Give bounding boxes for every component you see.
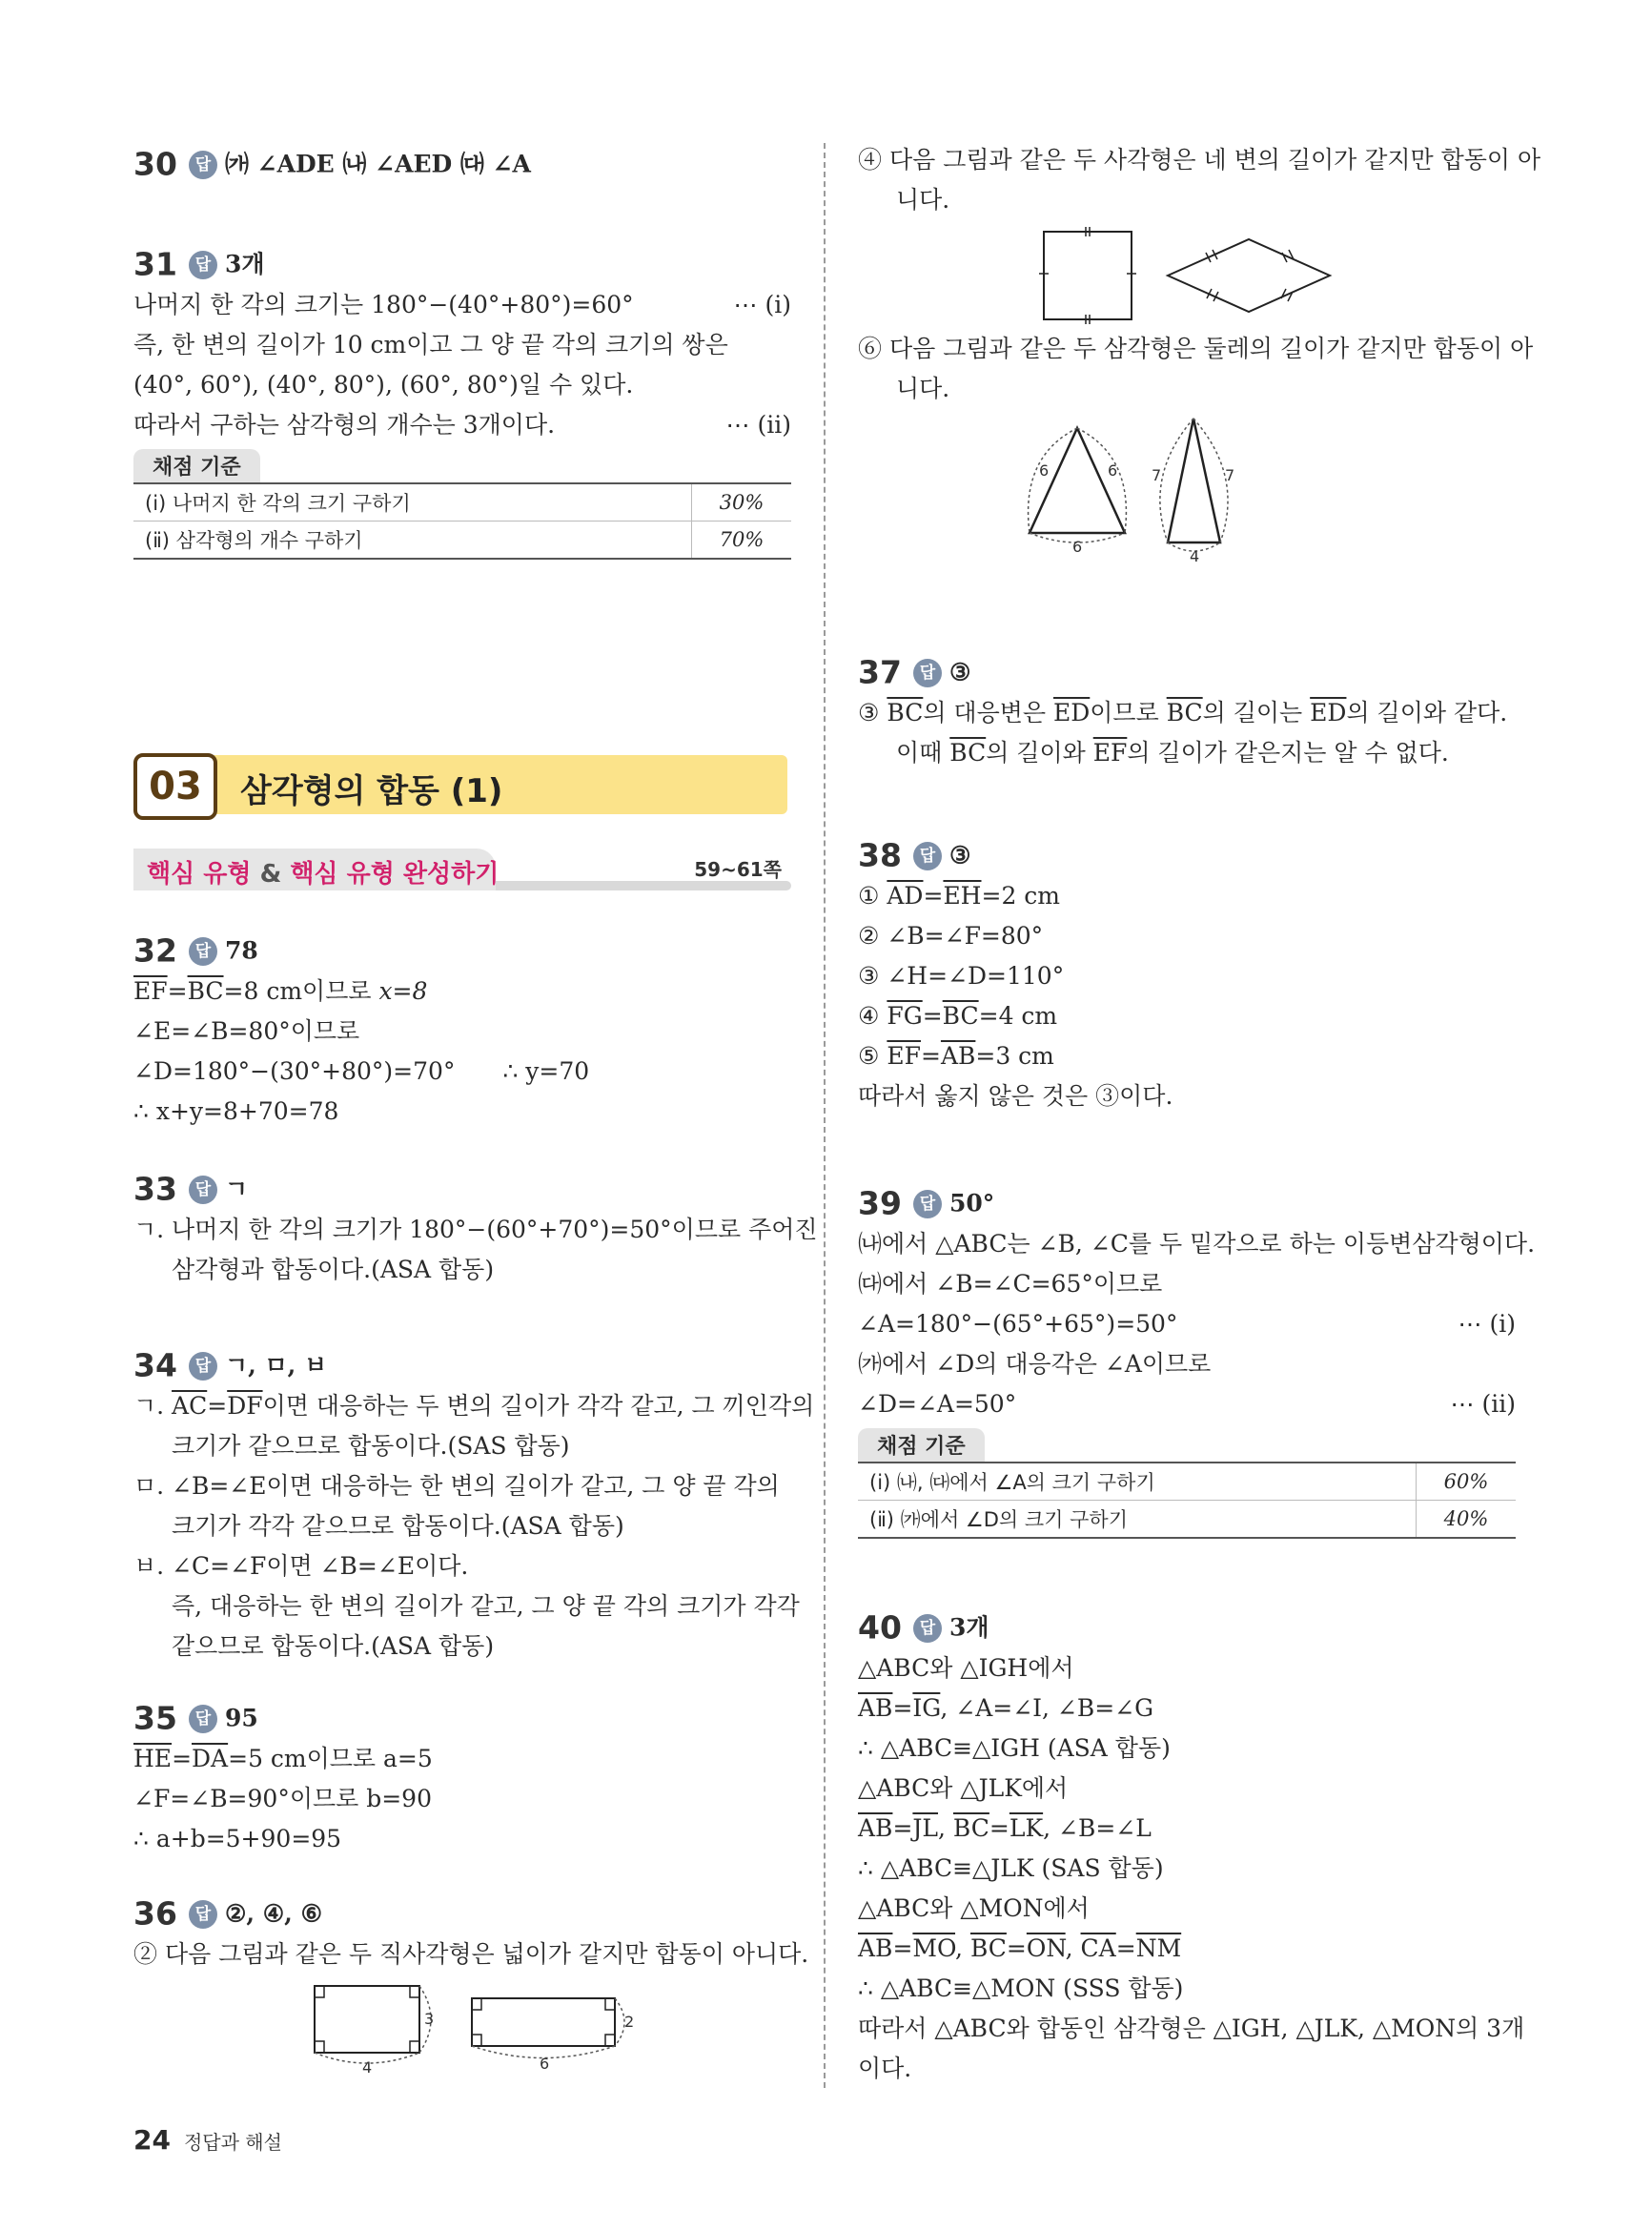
- step-tag: ⋯ (ⅰ): [1458, 1309, 1516, 1338]
- problem-31: [133, 243, 791, 560]
- side-label: 6: [1108, 461, 1118, 480]
- side-label: 7: [1225, 466, 1235, 484]
- solution-line: 이때 $\overline{BC}$의 길이와 $\overline{EF}$의 길이가 같은지는 알 수 없다.: [896, 738, 1449, 767]
- solution-line: 삼각형과 합동이다.(ASA 합동): [172, 1255, 495, 1283]
- answer-text: ③: [948, 841, 971, 869]
- problem-number: 38: [858, 836, 902, 874]
- solution-line: ③ ∠H=∠D=110°: [858, 961, 1065, 990]
- page-range: 59~61쪽: [694, 858, 782, 881]
- solution-line: $\overline{AB}=\overline{MO}$, $\overline{BC}=\overline{ON}$, $\overline{CA}=\overline{NM}$: [858, 1933, 1182, 1962]
- solution-line: 크기가 같으므로 합동이다.(SAS 합동): [172, 1431, 570, 1460]
- solution-line: ④ 다음 그림과 같은 두 사각형은 네 변의 길이가 같지만 합동이 아: [858, 146, 1541, 174]
- triangles-figure: [858, 409, 1516, 576]
- section-title: 삼각형의 합동 (1): [240, 772, 503, 810]
- solution-line: ㄱ. $\overline{AC}=\overline{DF}$이면 대응하는 두 변의 길이가 각각 같고, 그 끼인각의: [133, 1391, 815, 1420]
- solution-line: ① $\overline{AD}=\overline{EH}=2$ cm: [858, 881, 1061, 910]
- problem-number: 36: [133, 1894, 177, 1933]
- solution-line: 나머지 한 각의 크기는 180°−(40°+80°)=60° ⋯ (ⅰ): [133, 285, 791, 325]
- answer-badge: 답: [189, 1705, 217, 1733]
- problem-32: [133, 930, 791, 1132]
- grading-criteria: [133, 449, 791, 560]
- solution-line: ㈏에서 △ABC는 ∠B, ∠C를 두 밑각으로 하는 이등변삼각형이다.: [858, 1229, 1536, 1258]
- section-header: [133, 753, 791, 818]
- answer-text: 78: [224, 936, 258, 965]
- solution-line: ∠A=180°−(65°+65°)=50° ⋯ (ⅰ): [858, 1304, 1516, 1344]
- problem-number: 31: [133, 245, 177, 283]
- solution-line: ∴ a+b=5+90=95: [133, 1824, 342, 1852]
- rectangle-4x3: [315, 1986, 434, 2077]
- footer-label: 정답과 해설: [183, 2131, 282, 2154]
- rect-width-label: 4: [362, 2057, 373, 2077]
- problem-30: [133, 143, 791, 185]
- answer-text: ㈎ ∠ADE ㈏ ∠AED ㈐ ∠A: [224, 150, 531, 178]
- subsection-header: [133, 849, 791, 896]
- solution-line: $\overline{HE}=\overline{DA}=5$ cm이므로 a=5: [133, 1744, 433, 1772]
- problem-number: 35: [133, 1699, 177, 1737]
- solution-line: ∴ △ABC≡△JLK (SAS 합동): [858, 1853, 1164, 1882]
- problem-number: 39: [858, 1184, 902, 1222]
- solution-line: ③ $\overline{BC}$의 대응변은 $\overline{ED}$이므로 $\overline{BC}$의 길이는 $\overline{ED}$의 길이와 같다.: [858, 698, 1508, 726]
- answer-text: ②, ④, ⑥: [224, 1899, 322, 1928]
- solution-line: ∠D=∠A=50° ⋯ (ⅱ): [858, 1384, 1516, 1424]
- solution-line: $\overline{AB}=\overline{IG}$, ∠A=∠I, ∠B=∠G: [858, 1693, 1154, 1722]
- solution-line: ∠E=∠B=80°이므로: [133, 1016, 360, 1045]
- problem-number: 30: [133, 145, 177, 183]
- solution-line: 같으므로 합동이다.(ASA 합동): [172, 1631, 495, 1660]
- solution-line: ∴ △ABC≡△IGH (ASA 합동): [858, 1733, 1171, 1762]
- solution-line: 즉, 한 변의 길이가 10 cm이고 그 양 끝 각의 크기의 쌍은: [133, 330, 728, 358]
- solution-line: 니다.: [896, 375, 950, 402]
- answer-badge: 답: [189, 1900, 217, 1929]
- solution-line: ㅁ. ∠B=∠E이면 대응하는 한 변의 길이가 같고, 그 양 끝 각의: [133, 1471, 780, 1500]
- problem-33: [133, 1168, 818, 1290]
- answer-badge: 답: [189, 1176, 217, 1204]
- grading-title: 채점 기준: [133, 449, 260, 482]
- grading-table: [133, 482, 791, 560]
- problem-36: [133, 1892, 809, 2083]
- solution-line: 니다.: [896, 186, 950, 214]
- grading-row: (ⅰ) 나머지 한 각의 크기 구하기 30%: [133, 483, 791, 522]
- grading-table: [858, 1462, 1516, 1539]
- answer-badge: 답: [189, 937, 217, 966]
- answer-text: 3개: [948, 1613, 989, 1642]
- column-divider: [824, 143, 826, 2088]
- solution-line: ㈎에서 ∠D의 대응각은 ∠A이므로: [858, 1349, 1212, 1378]
- answer-badge: 답: [913, 659, 942, 687]
- solution-line: 따라서 구하는 삼각형의 개수는 3개이다. ⋯ (ⅱ): [133, 405, 791, 445]
- solution-line: ∴ △ABC≡△MON (SSS 합동): [858, 1974, 1184, 2002]
- problem-36-continued: [858, 140, 1541, 580]
- solution-line: ∠F=∠B=90°이므로 b=90: [133, 1784, 432, 1812]
- answer-badge: 답: [913, 1190, 942, 1218]
- solution-line: 이다.: [858, 2054, 912, 2082]
- side-label: 4: [1190, 547, 1200, 565]
- answer-badge: 답: [913, 1614, 942, 1643]
- solution-line: ⑤ $\overline{EF}=\overline{AB}=3$ cm: [858, 1041, 1054, 1070]
- answer-text: 95: [224, 1704, 258, 1732]
- answer-text: ㄱ, ㅁ, ㅂ: [224, 1351, 328, 1380]
- answer-badge: 답: [189, 1352, 217, 1381]
- rectangle-6x2: [472, 1998, 634, 2073]
- answer-badge: 답: [189, 251, 217, 279]
- solution-line: ㈐에서 ∠B=∠C=65°이므로: [858, 1269, 1163, 1298]
- problem-35: [133, 1697, 791, 1859]
- side-label: 6: [1039, 461, 1050, 480]
- problem-37: [858, 651, 1516, 773]
- solution-line: ② ∠B=∠F=80°: [858, 921, 1044, 950]
- solution-line: ㅂ. ∠C=∠F이면 ∠B=∠E이다.: [133, 1551, 469, 1580]
- solution-line: △ABC와 △IGH에서: [858, 1653, 1074, 1682]
- solution-line: $\overline{EF}=\overline{BC}=8$ cm이므로 x=8: [133, 976, 428, 1005]
- problem-40: [858, 1606, 1525, 2089]
- problem-39: [858, 1182, 1536, 1539]
- solution-line: ∠D=180°−(30°+80°)=70° ∴ y=70: [133, 1056, 590, 1085]
- rect-width-label: 6: [540, 2054, 550, 2073]
- rectangles-figure: [133, 1974, 791, 2079]
- solution-line: ⑥ 다음 그림과 같은 두 삼각형은 둘레의 길이가 같지만 합동이 아: [858, 335, 1534, 362]
- rect-height-label: 2: [624, 2012, 635, 2031]
- solution-line: (40°, 60°), (40°, 80°), (60°, 80°)일 수 있다.: [133, 370, 634, 399]
- grading-row: (ⅰ) ㈏, ㈐에서 ∠A의 크기 구하기 60%: [858, 1463, 1516, 1501]
- problem-number: 40: [858, 1608, 902, 1647]
- solution-line: ② 다음 그림과 같은 두 직사각형은 넓이가 같지만 합동이 아니다.: [133, 1939, 809, 1968]
- subsection-title: 핵심 유형 & 핵심 유형 완성하기: [147, 860, 500, 889]
- side-label: 6: [1072, 538, 1083, 556]
- side-label: 7: [1152, 466, 1162, 484]
- problem-number: 34: [133, 1346, 177, 1384]
- answer-text: ㄱ: [224, 1175, 249, 1203]
- solution-line: ㄱ. 나머지 한 각의 크기가 180°−(60°+70°)=50°이므로 주어진: [133, 1215, 818, 1243]
- isosceles-triangle: [1152, 419, 1234, 565]
- answer-text: ③: [948, 658, 971, 686]
- solution-line: 크기가 각각 같으므로 합동이다.(ASA 합동): [172, 1511, 624, 1540]
- solution-line: △ABC와 △MON에서: [858, 1893, 1090, 1922]
- step-tag: ⋯ (ⅰ): [733, 290, 791, 318]
- problem-34: [133, 1344, 815, 1667]
- solution-line: △ABC와 △JLK에서: [858, 1773, 1069, 1802]
- rect-height-label: 3: [424, 2009, 435, 2028]
- step-tag: ⋯ (ⅱ): [725, 410, 791, 439]
- page-footer: [133, 2124, 282, 2156]
- equilateral-triangle: [1029, 428, 1127, 556]
- section-number: 03: [133, 753, 217, 820]
- step-tag: ⋯ (ⅱ): [1450, 1389, 1516, 1418]
- grading-criteria: [858, 1428, 1516, 1539]
- grading-row: (ⅱ) 삼각형의 개수 구하기 70%: [133, 521, 791, 559]
- grading-title: 채점 기준: [858, 1428, 985, 1462]
- solution-line: $\overline{AB}=\overline{JL}$, $\overline{BC}=\overline{LK}$, ∠B=∠L: [858, 1813, 1152, 1842]
- answer-text: 3개: [224, 250, 265, 278]
- problem-number: 33: [133, 1170, 177, 1208]
- problem-number: 32: [133, 931, 177, 970]
- solution-line: ∴ x+y=8+70=78: [133, 1096, 339, 1125]
- quadrilaterals-figure: [858, 220, 1516, 325]
- solution-line: 즉, 대응하는 한 변의 길이가 같고, 그 양 끝 각의 크기가 각각: [172, 1591, 800, 1620]
- answer-text: 50°: [948, 1189, 995, 1217]
- problem-38: [858, 834, 1516, 1116]
- square: [1039, 227, 1136, 324]
- answer-badge: 답: [189, 151, 217, 179]
- problem-number: 37: [858, 653, 902, 691]
- solution-line: 따라서 옳지 않은 것은 ③이다.: [858, 1081, 1173, 1110]
- rhombus: [1168, 239, 1330, 312]
- grading-row: (ⅱ) ㈎에서 ∠D의 크기 구하기 40%: [858, 1500, 1516, 1538]
- page-number: 24: [133, 2124, 171, 2156]
- solution-line: 따라서 △ABC와 합동인 삼각형은 △IGH, △JLK, △MON의 3개: [858, 2014, 1525, 2042]
- answer-badge: 답: [913, 842, 942, 870]
- solution-line: ④ $\overline{FG}=\overline{BC}=4$ cm: [858, 1001, 1058, 1030]
